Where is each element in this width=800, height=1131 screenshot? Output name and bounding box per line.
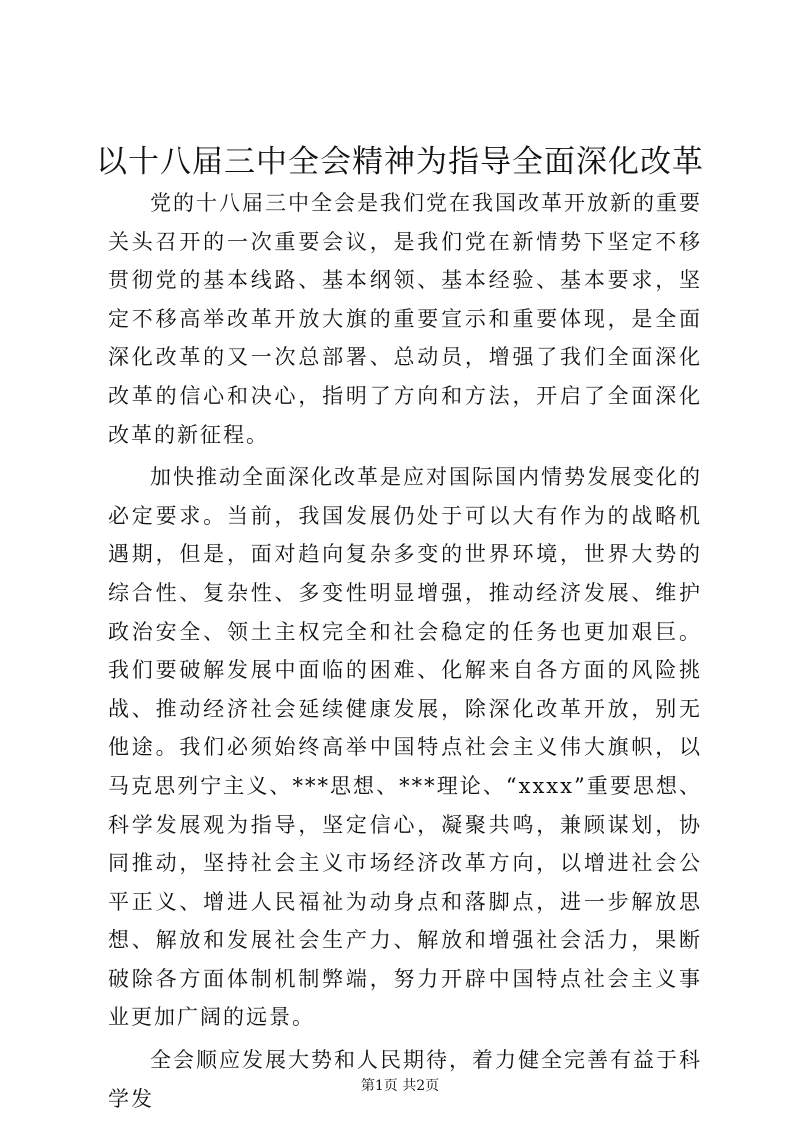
- document-body: [108, 184, 702, 1122]
- paragraph-2: 加快推动全面深化改革是应对国际国内情势发展变化的必定要求。当前，我国发展仍处于可以大有作为的战略机遇期，但是，面对趋向复杂多变的世界环境，世界大势的综合性、复杂性、多变性明显增强，推动经济发展、维护政治安全、领土主权完全和社会稳定的任务也更加艰巨。我们要破解发展中面临的困难、化解来自各方面的风险挑战、推动经济社会延续健康发展，除深化改革开放，别无他途。我们必须始终高举中国特点社会主义伟大旗帜，以马克思列宁主义、***思想、***理论、“xxxx”重要思想、科学发展观为指导，坚定信心，凝聚共鸣，兼顾谋划，协同推动，坚持社会主义市场经济改革方向，以增进社会公平正义、增进人民福祉为动身点和落脚点，进一步解放思想、解放和发展社会生产力、解放和增强社会活力，果断破除各方面体制机制弊端，努力开辟中国特点社会主义事业更加广阔的远景。: [108, 465, 702, 1030]
- document-title: 以十八届三中全会精神为指导全面深化改革: [96, 144, 704, 180]
- paragraph-1: 党的十八届三中全会是我们党在我国改革开放新的重要关头召开的一次重要会议，是我们党在新情势下坚定不移贯彻党的基本线路、基本纲领、基本经验、基本要求，坚定不移高举改革开放大旗的重要宣示和重要体现，是全面深化改革的又一次总部署、总动员，增强了我们全面深化改革的信心和决心，指明了方向和方法，开启了全面深化改革的新征程。: [108, 191, 702, 447]
- paragraph-3: 全会顺应发展大势和人民期待，着力健全完善有益于科学发: [108, 1048, 702, 1111]
- page-footer: 第1页 共2页: [360, 1078, 440, 1094]
